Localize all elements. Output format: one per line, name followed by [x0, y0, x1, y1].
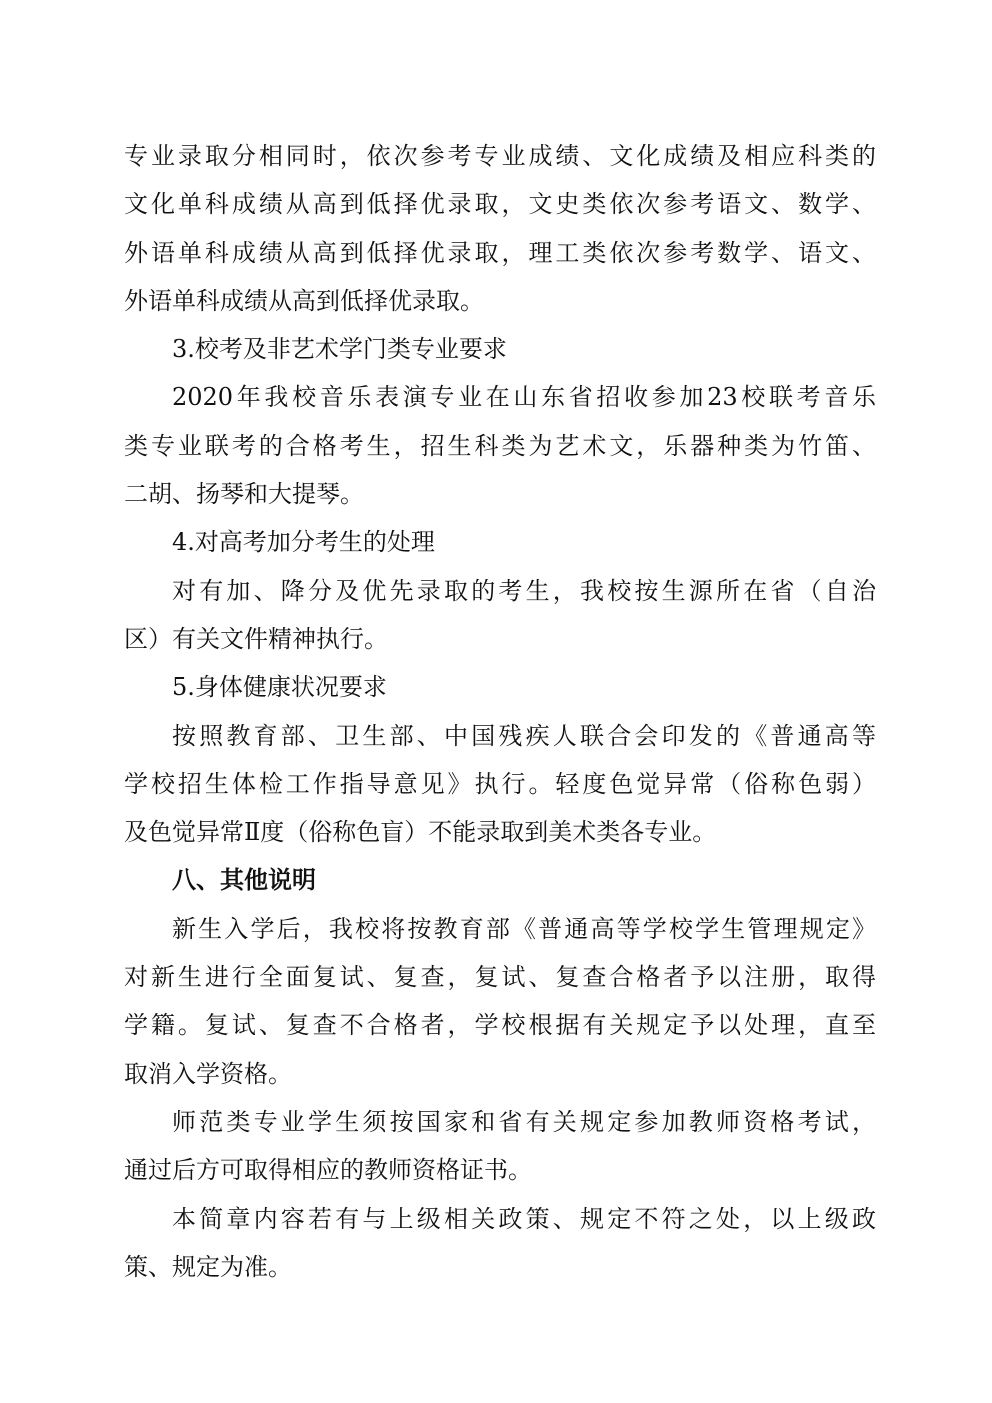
text-line: 策、规定为准。 — [124, 1252, 292, 1281]
text-line: 对有加、降分及优先录取的考生，我校按生源所在省（自治 — [172, 576, 876, 605]
text-line: 按照教育部、卫生部、中国残疾人联合会印发的《普通高等 — [172, 721, 876, 750]
paragraph-policy-precedence — [124, 1195, 876, 1292]
text-line: 专业录取分相同时，依次参考专业成绩、文化成绩及相应科类的 — [124, 142, 876, 170]
paragraph-music-performance — [124, 373, 876, 518]
text-line: 对新生进行全面复试、复查，复试、复查合格者予以注册，取得 — [124, 963, 876, 992]
text-line: 通过后方可取得相应的教师资格证书。 — [124, 1156, 532, 1185]
subheading-text: 5.身体健康状况要求 — [172, 673, 387, 702]
text-line: 文化单科成绩从高到低择优录取，文史类依次参考语文、数学、 — [124, 190, 876, 219]
text-line: 学籍。复试、复查不合格者，学校根据有关规定予以处理，直至 — [124, 1011, 876, 1040]
subheading-school-exam-requirements — [124, 325, 876, 373]
paragraph-bonus-points — [124, 567, 876, 664]
document-body — [124, 132, 876, 1291]
text-line: 师范类专业学生须按国家和省有关规定参加教师资格考试， — [172, 1107, 876, 1136]
paragraph-new-student-review — [124, 905, 876, 1098]
subheading-bonus-points — [124, 518, 876, 566]
heading-text: 八、其他说明 — [172, 866, 316, 895]
text-line: 二胡、扬琴和大提琴。 — [124, 480, 364, 509]
text-line: 本简章内容若有与上级相关政策、规定不符之处，以上级政 — [172, 1204, 876, 1233]
text-line: 及色觉异常Ⅱ度（俗称色盲）不能录取到美术类各专业。 — [124, 818, 717, 847]
text-line: 区）有关文件精神执行。 — [124, 624, 388, 653]
paragraph-admission-tiebreak — [124, 132, 876, 325]
text-line: 类专业联考的合格考生，招生科类为艺术文，乐器种类为竹笛、 — [124, 431, 876, 460]
paragraph-health-requirements — [124, 712, 876, 857]
text-line: 2020年我校音乐表演专业在山东省招收参加23校联考音乐 — [172, 383, 876, 412]
subheading-text: 3.校考及非艺术学门类专业要求 — [172, 335, 507, 364]
text-line: 学校招生体检工作指导意见》执行。轻度色觉异常（俗称色弱） — [124, 769, 876, 798]
text-line: 外语单科成绩从高到低择优录取。 — [124, 286, 484, 315]
text-line: 新生入学后，我校将按教育部《普通高等学校学生管理规定》 — [172, 914, 876, 943]
paragraph-teacher-qualification — [124, 1098, 876, 1195]
section-heading-other-notes — [124, 856, 876, 904]
subheading-health-requirements — [124, 663, 876, 711]
text-line: 取消入学资格。 — [124, 1059, 292, 1088]
subheading-text: 4.对高考加分考生的处理 — [172, 528, 435, 557]
text-line: 外语单科成绩从高到低择优录取，理工类依次参考数学、语文、 — [124, 238, 876, 267]
